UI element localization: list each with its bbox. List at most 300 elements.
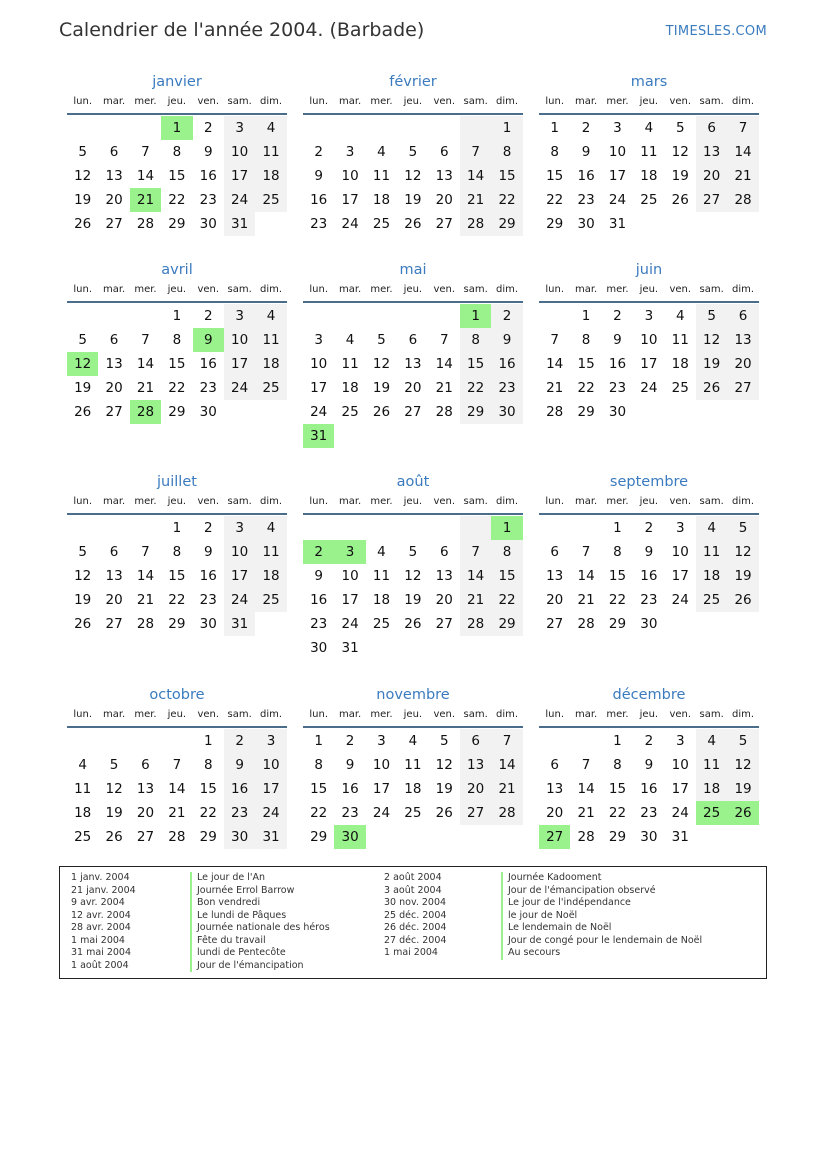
day-cell[interactable]: 18: [255, 352, 286, 376]
day-cell[interactable]: 11: [696, 753, 727, 777]
day-cell[interactable]: 4: [696, 516, 727, 540]
day-cell[interactable]: 21: [577, 592, 595, 608]
day-cell[interactable]: 7: [550, 332, 559, 348]
day-cell[interactable]: 28: [136, 216, 155, 232]
day-cell[interactable]: 19: [74, 592, 92, 608]
day-cell[interactable]: 4: [377, 544, 386, 560]
day-cell[interactable]: 29: [491, 612, 522, 636]
day-cell[interactable]: 30: [577, 216, 595, 232]
day-cell[interactable]: 25: [255, 376, 286, 400]
day-cell[interactable]: 21: [577, 805, 595, 821]
day-cell[interactable]: 18: [404, 781, 422, 797]
day-cell[interactable]: 4: [675, 308, 685, 324]
day-cell[interactable]: 10: [341, 168, 359, 184]
day-cell[interactable]: 2: [491, 304, 522, 328]
day-cell[interactable]: 15: [546, 168, 564, 184]
day-cell[interactable]: 12: [727, 753, 758, 777]
day-cell[interactable]: 21: [491, 777, 522, 801]
day-cell[interactable]: 21: [727, 164, 758, 188]
day-cell[interactable]: 22: [168, 592, 186, 608]
day-cell[interactable]: 30: [310, 640, 328, 656]
day-cell[interactable]: 7: [581, 757, 591, 773]
day-cell[interactable]: 15: [491, 564, 522, 588]
day-cell[interactable]: 1: [581, 308, 591, 324]
day-cell[interactable]: 23: [224, 801, 255, 825]
day-cell[interactable]: 26: [404, 616, 422, 632]
day-cell[interactable]: 26: [74, 216, 92, 232]
day-cell[interactable]: 24: [671, 592, 689, 608]
day-cell[interactable]: 7: [581, 544, 591, 560]
day-cell[interactable]: 23: [310, 216, 328, 232]
day-cell[interactable]: 29: [199, 829, 217, 845]
day-cell[interactable]: 5: [377, 332, 386, 348]
day-cell[interactable]: 31: [341, 640, 359, 656]
holiday-day-cell[interactable]: 1: [491, 516, 522, 540]
day-cell[interactable]: 17: [372, 781, 391, 797]
holiday-day-cell[interactable]: 2: [303, 540, 334, 564]
day-cell[interactable]: 6: [109, 144, 119, 160]
day-cell[interactable]: 8: [460, 328, 491, 352]
day-cell[interactable]: 12: [404, 168, 422, 184]
day-cell[interactable]: 7: [141, 144, 150, 160]
day-cell[interactable]: 24: [224, 188, 255, 212]
day-cell[interactable]: 8: [172, 332, 182, 348]
day-cell[interactable]: 15: [608, 568, 627, 584]
day-cell[interactable]: 21: [168, 805, 186, 821]
day-cell[interactable]: 23: [577, 192, 595, 208]
day-cell[interactable]: 12: [105, 781, 123, 797]
day-cell[interactable]: 11: [640, 144, 658, 160]
day-cell[interactable]: 6: [439, 544, 449, 560]
day-cell[interactable]: 22: [310, 805, 328, 821]
holiday-day-cell[interactable]: 31: [303, 424, 334, 448]
day-cell[interactable]: 26: [372, 404, 391, 420]
day-cell[interactable]: 30: [199, 616, 217, 632]
day-cell[interactable]: 29: [608, 829, 627, 845]
day-cell[interactable]: 11: [255, 140, 286, 164]
day-cell[interactable]: 13: [105, 568, 123, 584]
day-cell[interactable]: 6: [696, 116, 727, 140]
day-cell[interactable]: 4: [255, 304, 286, 328]
day-cell[interactable]: 11: [696, 540, 727, 564]
day-cell[interactable]: 14: [136, 168, 155, 184]
day-cell[interactable]: 25: [372, 216, 391, 232]
day-cell[interactable]: 26: [671, 192, 689, 208]
day-cell[interactable]: 4: [345, 332, 355, 348]
day-cell[interactable]: 30: [640, 829, 658, 845]
day-cell[interactable]: 9: [581, 144, 591, 160]
day-cell[interactable]: 17: [310, 380, 328, 396]
day-cell[interactable]: 30: [199, 216, 217, 232]
day-cell[interactable]: 26: [727, 588, 758, 612]
day-cell[interactable]: 21: [460, 188, 491, 212]
day-cell[interactable]: 18: [341, 380, 359, 396]
day-cell[interactable]: 14: [491, 753, 522, 777]
day-cell[interactable]: 25: [696, 588, 727, 612]
day-cell[interactable]: 3: [224, 116, 255, 140]
day-cell[interactable]: 8: [172, 544, 182, 560]
day-cell[interactable]: 25: [640, 192, 658, 208]
day-cell[interactable]: 22: [460, 376, 491, 400]
holiday-day-cell[interactable]: 1: [460, 304, 491, 328]
day-cell[interactable]: 29: [168, 216, 186, 232]
day-cell[interactable]: 20: [435, 192, 453, 208]
day-cell[interactable]: 11: [372, 568, 391, 584]
day-cell[interactable]: 19: [105, 805, 123, 821]
day-cell[interactable]: 27: [404, 404, 422, 420]
day-cell[interactable]: 12: [671, 144, 689, 160]
day-cell[interactable]: 16: [640, 568, 658, 584]
day-cell[interactable]: 9: [203, 144, 213, 160]
day-cell[interactable]: 24: [310, 404, 328, 420]
day-cell[interactable]: 2: [644, 733, 654, 749]
day-cell[interactable]: 8: [314, 757, 323, 773]
day-cell[interactable]: 1: [613, 733, 622, 749]
holiday-day-cell[interactable]: 1: [161, 116, 192, 140]
day-cell[interactable]: 6: [550, 757, 559, 773]
day-cell[interactable]: 27: [435, 616, 453, 632]
day-cell[interactable]: 19: [435, 781, 453, 797]
day-cell[interactable]: 29: [460, 400, 491, 424]
day-cell[interactable]: 23: [199, 592, 217, 608]
day-cell[interactable]: 19: [74, 380, 92, 396]
day-cell[interactable]: 15: [491, 164, 522, 188]
day-cell[interactable]: 8: [581, 332, 591, 348]
day-cell[interactable]: 5: [439, 733, 449, 749]
day-cell[interactable]: 3: [314, 332, 323, 348]
day-cell[interactable]: 20: [696, 164, 727, 188]
day-cell[interactable]: 17: [608, 168, 627, 184]
day-cell[interactable]: 14: [136, 356, 155, 372]
day-cell[interactable]: 28: [168, 829, 186, 845]
day-cell[interactable]: 1: [550, 120, 559, 136]
day-cell[interactable]: 6: [439, 144, 449, 160]
day-cell[interactable]: 8: [491, 140, 522, 164]
day-cell[interactable]: 12: [372, 356, 391, 372]
day-cell[interactable]: 22: [168, 380, 186, 396]
day-cell[interactable]: 6: [727, 304, 758, 328]
day-cell[interactable]: 5: [78, 544, 87, 560]
holiday-day-cell[interactable]: 25: [696, 801, 727, 825]
day-cell[interactable]: 25: [341, 404, 359, 420]
day-cell[interactable]: 29: [168, 404, 186, 420]
day-cell[interactable]: 23: [341, 805, 359, 821]
day-cell[interactable]: 15: [168, 568, 186, 584]
day-cell[interactable]: 13: [460, 753, 491, 777]
day-cell[interactable]: 19: [671, 168, 689, 184]
day-cell[interactable]: 3: [675, 520, 685, 536]
day-cell[interactable]: 24: [341, 216, 359, 232]
day-cell[interactable]: 5: [696, 304, 727, 328]
day-cell[interactable]: 27: [105, 216, 123, 232]
day-cell[interactable]: 28: [577, 616, 595, 632]
day-cell[interactable]: 19: [404, 592, 422, 608]
day-cell[interactable]: 16: [491, 352, 522, 376]
day-cell[interactable]: 5: [78, 332, 87, 348]
day-cell[interactable]: 29: [491, 212, 522, 236]
day-cell[interactable]: 29: [577, 404, 595, 420]
day-cell[interactable]: 26: [74, 616, 92, 632]
day-cell[interactable]: 22: [546, 192, 564, 208]
day-cell[interactable]: 18: [640, 168, 658, 184]
day-cell[interactable]: 19: [727, 777, 758, 801]
day-cell[interactable]: 25: [404, 805, 422, 821]
day-cell[interactable]: 3: [644, 308, 654, 324]
day-cell[interactable]: 6: [109, 544, 119, 560]
day-cell[interactable]: 14: [168, 781, 186, 797]
day-cell[interactable]: 20: [727, 352, 758, 376]
day-cell[interactable]: 3: [675, 733, 685, 749]
day-cell[interactable]: 10: [224, 140, 255, 164]
day-cell[interactable]: 1: [314, 733, 323, 749]
day-cell[interactable]: 15: [310, 781, 328, 797]
day-cell[interactable]: 16: [310, 592, 328, 608]
day-cell[interactable]: 10: [608, 144, 627, 160]
day-cell[interactable]: 6: [460, 729, 491, 753]
day-cell[interactable]: 26: [696, 376, 727, 400]
day-cell[interactable]: 5: [727, 516, 758, 540]
day-cell[interactable]: 10: [640, 332, 658, 348]
day-cell[interactable]: 15: [577, 356, 595, 372]
day-cell[interactable]: 16: [341, 781, 359, 797]
day-cell[interactable]: 31: [224, 612, 255, 636]
day-cell[interactable]: 13: [696, 140, 727, 164]
day-cell[interactable]: 10: [671, 757, 689, 773]
day-cell[interactable]: 18: [671, 356, 689, 372]
day-cell[interactable]: 15: [199, 781, 217, 797]
day-cell[interactable]: 14: [460, 164, 491, 188]
day-cell[interactable]: 13: [136, 781, 155, 797]
day-cell[interactable]: 2: [581, 120, 591, 136]
day-cell[interactable]: 5: [408, 144, 418, 160]
day-cell[interactable]: 7: [460, 540, 491, 564]
day-cell[interactable]: 31: [671, 829, 689, 845]
brand-link[interactable]: TIMESLES.COM: [665, 24, 767, 39]
day-cell[interactable]: 19: [404, 192, 422, 208]
day-cell[interactable]: 31: [608, 216, 627, 232]
day-cell[interactable]: 20: [105, 592, 123, 608]
day-cell[interactable]: 8: [550, 144, 559, 160]
day-cell[interactable]: 17: [224, 564, 255, 588]
day-cell[interactable]: 24: [671, 805, 689, 821]
day-cell[interactable]: 30: [491, 400, 522, 424]
day-cell[interactable]: 22: [608, 592, 627, 608]
holiday-day-cell[interactable]: 21: [130, 188, 161, 212]
day-cell[interactable]: 8: [172, 144, 182, 160]
day-cell[interactable]: 11: [671, 332, 689, 348]
day-cell[interactable]: 26: [74, 404, 92, 420]
day-cell[interactable]: 26: [435, 805, 453, 821]
day-cell[interactable]: 30: [608, 404, 627, 420]
day-cell[interactable]: 3: [377, 733, 386, 749]
day-cell[interactable]: 27: [435, 216, 453, 232]
day-cell[interactable]: 21: [546, 380, 564, 396]
day-cell[interactable]: 9: [203, 544, 213, 560]
day-cell[interactable]: 13: [105, 168, 123, 184]
day-cell[interactable]: 13: [727, 328, 758, 352]
day-cell[interactable]: 4: [377, 144, 386, 160]
day-cell[interactable]: 14: [136, 568, 155, 584]
day-cell[interactable]: 3: [613, 120, 622, 136]
day-cell[interactable]: 3: [255, 729, 286, 753]
day-cell[interactable]: 3: [224, 516, 255, 540]
day-cell[interactable]: 27: [696, 188, 727, 212]
day-cell[interactable]: 18: [255, 564, 286, 588]
day-cell[interactable]: 15: [460, 352, 491, 376]
day-cell[interactable]: 30: [224, 825, 255, 849]
day-cell[interactable]: 23: [608, 380, 627, 396]
day-cell[interactable]: 28: [577, 829, 595, 845]
day-cell[interactable]: 7: [172, 757, 182, 773]
day-cell[interactable]: 16: [224, 777, 255, 801]
day-cell[interactable]: 20: [435, 592, 453, 608]
day-cell[interactable]: 5: [727, 729, 758, 753]
day-cell[interactable]: 23: [640, 805, 658, 821]
day-cell[interactable]: 2: [314, 144, 323, 160]
day-cell[interactable]: 22: [608, 805, 627, 821]
day-cell[interactable]: 18: [372, 592, 391, 608]
day-cell[interactable]: 18: [255, 164, 286, 188]
day-cell[interactable]: 31: [255, 825, 286, 849]
day-cell[interactable]: 26: [404, 216, 422, 232]
day-cell[interactable]: 26: [105, 829, 123, 845]
day-cell[interactable]: 6: [550, 544, 559, 560]
day-cell[interactable]: 12: [696, 328, 727, 352]
day-cell[interactable]: 24: [224, 376, 255, 400]
day-cell[interactable]: 23: [491, 376, 522, 400]
day-cell[interactable]: 16: [199, 168, 217, 184]
day-cell[interactable]: 9: [224, 753, 255, 777]
day-cell[interactable]: 13: [105, 356, 123, 372]
day-cell[interactable]: 5: [675, 120, 685, 136]
day-cell[interactable]: 20: [404, 380, 422, 396]
day-cell[interactable]: 27: [136, 829, 155, 845]
day-cell[interactable]: 11: [372, 168, 391, 184]
day-cell[interactable]: 29: [310, 829, 328, 845]
day-cell[interactable]: 8: [613, 544, 622, 560]
day-cell[interactable]: 27: [727, 376, 758, 400]
day-cell[interactable]: 2: [644, 520, 654, 536]
day-cell[interactable]: 19: [372, 380, 391, 396]
day-cell[interactable]: 7: [491, 729, 522, 753]
day-cell[interactable]: 1: [203, 733, 213, 749]
day-cell[interactable]: 17: [671, 568, 689, 584]
day-cell[interactable]: 15: [168, 168, 186, 184]
day-cell[interactable]: 28: [491, 801, 522, 825]
day-cell[interactable]: 21: [136, 592, 155, 608]
day-cell[interactable]: 17: [640, 356, 658, 372]
day-cell[interactable]: 4: [255, 116, 286, 140]
holiday-day-cell[interactable]: 27: [539, 825, 570, 849]
day-cell[interactable]: 25: [372, 616, 391, 632]
day-cell[interactable]: 9: [644, 544, 654, 560]
day-cell[interactable]: 16: [199, 356, 217, 372]
day-cell[interactable]: 4: [78, 757, 87, 773]
day-cell[interactable]: 1: [491, 116, 522, 140]
day-cell[interactable]: 6: [141, 757, 150, 773]
day-cell[interactable]: 29: [608, 616, 627, 632]
holiday-day-cell[interactable]: 12: [67, 352, 98, 376]
day-cell[interactable]: 14: [546, 356, 564, 372]
day-cell[interactable]: 3: [345, 144, 355, 160]
day-cell[interactable]: 14: [727, 140, 758, 164]
day-cell[interactable]: 24: [372, 805, 391, 821]
holiday-day-cell[interactable]: 9: [193, 328, 224, 352]
day-cell[interactable]: 16: [199, 568, 217, 584]
day-cell[interactable]: 9: [314, 568, 323, 584]
day-cell[interactable]: 16: [608, 356, 627, 372]
day-cell[interactable]: 30: [199, 404, 217, 420]
day-cell[interactable]: 18: [696, 777, 727, 801]
day-cell[interactable]: 18: [74, 805, 92, 821]
day-cell[interactable]: 14: [577, 781, 595, 797]
day-cell[interactable]: 28: [546, 404, 564, 420]
day-cell[interactable]: 22: [491, 188, 522, 212]
day-cell[interactable]: 8: [491, 540, 522, 564]
day-cell[interactable]: 6: [408, 332, 418, 348]
day-cell[interactable]: 14: [460, 564, 491, 588]
day-cell[interactable]: 24: [341, 616, 359, 632]
day-cell[interactable]: 2: [345, 733, 355, 749]
day-cell[interactable]: 9: [314, 168, 323, 184]
day-cell[interactable]: 17: [341, 592, 359, 608]
day-cell[interactable]: 16: [577, 168, 595, 184]
day-cell[interactable]: 16: [640, 781, 658, 797]
day-cell[interactable]: 10: [671, 544, 689, 560]
day-cell[interactable]: 13: [546, 568, 564, 584]
day-cell[interactable]: 14: [435, 356, 453, 372]
day-cell[interactable]: 10: [224, 328, 255, 352]
day-cell[interactable]: 4: [644, 120, 654, 136]
day-cell[interactable]: 15: [608, 781, 627, 797]
day-cell[interactable]: 12: [435, 757, 453, 773]
day-cell[interactable]: 22: [491, 588, 522, 612]
day-cell[interactable]: 20: [105, 380, 123, 396]
day-cell[interactable]: 28: [727, 188, 758, 212]
day-cell[interactable]: 17: [224, 164, 255, 188]
day-cell[interactable]: 16: [310, 192, 328, 208]
day-cell[interactable]: 4: [696, 729, 727, 753]
day-cell[interactable]: 13: [546, 781, 564, 797]
day-cell[interactable]: 20: [105, 192, 123, 208]
day-cell[interactable]: 5: [109, 757, 119, 773]
day-cell[interactable]: 27: [546, 616, 564, 632]
day-cell[interactable]: 10: [341, 568, 359, 584]
day-cell[interactable]: 17: [341, 192, 359, 208]
day-cell[interactable]: 22: [168, 192, 186, 208]
day-cell[interactable]: 25: [255, 188, 286, 212]
day-cell[interactable]: 15: [168, 356, 186, 372]
day-cell[interactable]: 12: [74, 568, 92, 584]
day-cell[interactable]: 19: [74, 192, 92, 208]
day-cell[interactable]: 19: [727, 564, 758, 588]
day-cell[interactable]: 10: [255, 753, 286, 777]
day-cell[interactable]: 20: [546, 592, 564, 608]
day-cell[interactable]: 11: [74, 781, 92, 797]
day-cell[interactable]: 13: [404, 356, 422, 372]
day-cell[interactable]: 25: [74, 829, 92, 845]
day-cell[interactable]: 29: [546, 216, 564, 232]
day-cell[interactable]: 3: [224, 304, 255, 328]
day-cell[interactable]: 18: [372, 192, 391, 208]
day-cell[interactable]: 9: [491, 328, 522, 352]
day-cell[interactable]: 2: [203, 520, 213, 536]
day-cell[interactable]: 10: [224, 540, 255, 564]
day-cell[interactable]: 18: [696, 564, 727, 588]
day-cell[interactable]: 29: [168, 616, 186, 632]
day-cell[interactable]: 23: [310, 616, 328, 632]
day-cell[interactable]: 25: [255, 588, 286, 612]
